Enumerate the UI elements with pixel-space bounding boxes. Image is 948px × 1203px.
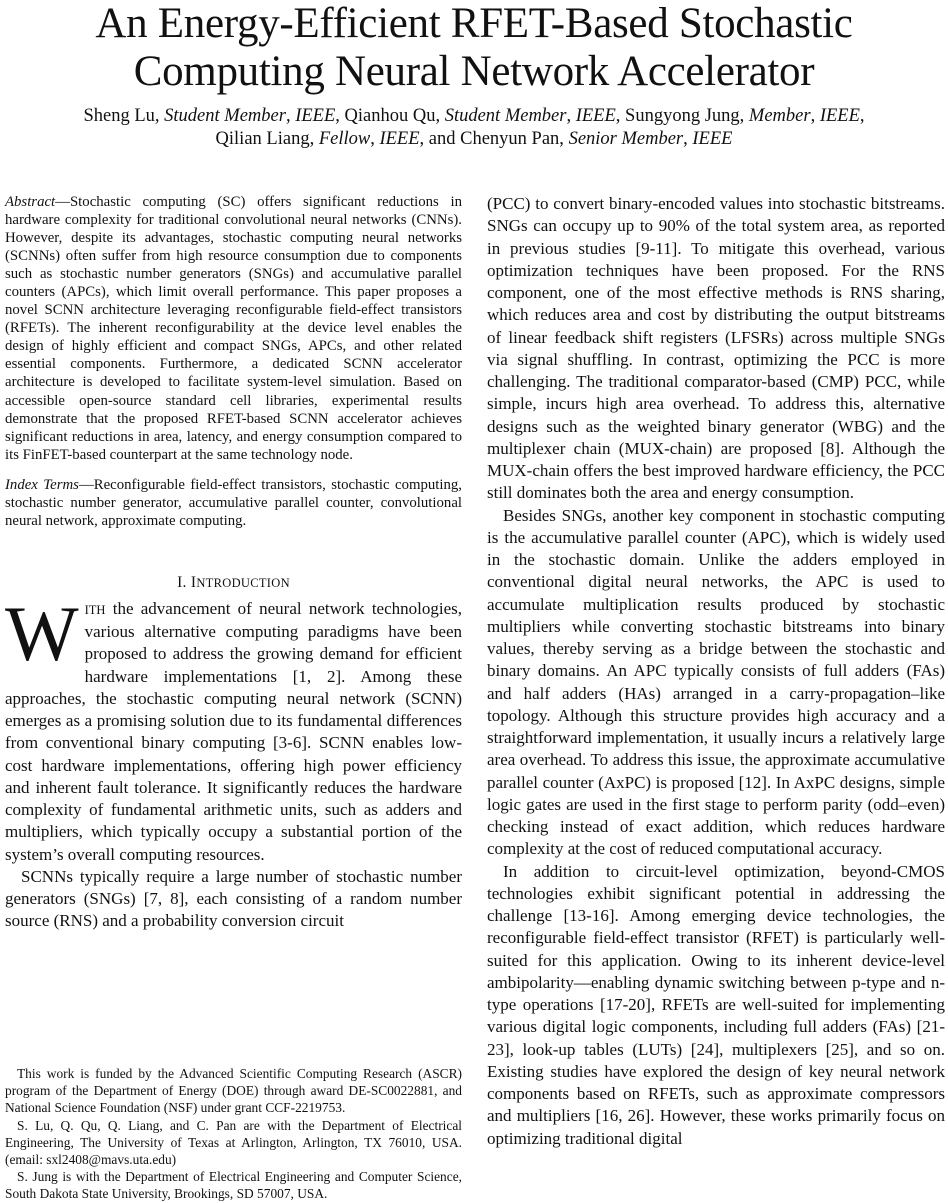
index-terms-label: Index Terms xyxy=(5,476,79,493)
first-word-rest: ITH xyxy=(84,602,106,617)
right-paragraph-1: (PCC) to convert binary-encoded values into stochastic bitstreams. SNGs can occupy up to 90% of the total system area, as reported in previous studies [9-11]. To mitigate this overhead, various optimization techniques have been proposed. For the RNS component, one of the most effective methods is RNS sharing, which reduces area and cost by distributing the output bitstreams of linear feedback shift registers (LFSRs) across multiple SNGs via signal shuffling. In contrast, optimizing the PCC is more challenging. The traditional comparator-based (CMP) PCC, while simple, incurs high area overhead. To address this, alternative designs such as the weighted binary generator (WBG) and the multiplexer chain (MUX-chain) are proposed [8]. Although the MUX-chain offers the best improved hardware efficiency, the PCC still dominates both the area and energy consumption. xyxy=(487,194,945,503)
right-paragraph-2: Besides SNGs, another key component in stochastic computing is the accumulative parallel counter (APC), which is widely used in the stochastic domain. Unlike the adders employed in conventional digital neural networks, the APC is used to accumulate multiplication results produced by stochastic multipliers while converting stochastic bitstreams into binary values, thereby serving as a bridge between the stochastic and binary domains. An APC typically consists of full adders (FAs) and half adders (HAs) arranged in a carry-propagation–like topology. Although this structure provides high accuracy and a straightforward implementation, it usually incurs a relatively large area overhead. To address this issue, the approximate accumulative parallel counter (AxPC) is proposed [12]. In AxPC designs, simple logic gates are used in the first stage to perform parity (odd–even) checking instead of exact addition, which reduces hardware complexity at the cost of reduced computational accuracy. xyxy=(487,505,945,859)
title-line-1: An Energy-Efficient RFET-Based Stochastic xyxy=(95,0,853,47)
abstract-text: —Stochastic computing (SC) offers significant reductions in hardware complexity for traditional convolutional neural networks (CNNs). However, despite its advantages, stochastic computing neural networks (SCNNs) often suffer from high resource consumption due to components such as stochastic number generators (SNGs) and accumulative parallel counters (APCs), which limit overall performance. This paper proposes a novel SCNN architecture leveraging reconfigurable field-effect transistors (RFETs). The inherent reconfigurability at the device level enables the design of highly efficient and compact SNGs, APCs, and other related essential components. Furthermore, a dedicated SCNN accelerator architecture is developed to facilitate system-level simulation. Based on accessible open-source standard cell libraries, experimental results demonstrate that the proposed RFET-based SCNN accelerator achieves significant reductions in area, latency, and energy consumption compared to its FinFET-based counterpart at the same technology node. xyxy=(5,194,462,463)
title-line-2: Computing Neural Network Accelerator xyxy=(133,48,815,95)
author-list xyxy=(0,105,948,151)
author-org: IEEE xyxy=(692,129,733,149)
left-column xyxy=(5,193,462,933)
author-name: Qilian Liang, xyxy=(215,129,319,149)
author-name: Sungyong Jung, xyxy=(625,106,749,126)
index-terms xyxy=(5,476,462,530)
author-org: IEEE xyxy=(575,106,616,126)
author-role: Student Member xyxy=(164,106,286,126)
author-org: IEEE xyxy=(819,106,860,126)
paper-title xyxy=(0,0,948,96)
author-role: Student Member xyxy=(444,106,567,126)
footnote-affiliation-2: S. Jung is with the Department of Electrical Engineering and Computer Science, South Dakota State University, Brookings, SD 57007, USA. xyxy=(5,1169,462,1202)
author-line-2: Qilian Liang, Fellow, IEEE, and Chenyun Pan, Senior Member, IEEE xyxy=(215,129,733,149)
author-org: IEEE xyxy=(379,129,420,149)
author-role: Member xyxy=(748,106,811,126)
footnote-affiliation-1: S. Lu, Q. Qu, Q. Liang, and C. Pan are with the Department of Electrical Engineering, The University of Texas at Arlington, Arlington, TX 76010, USA. (email: sxl2408@mavs.uta.edu) xyxy=(5,1117,462,1168)
footnote-funding: This work is funded by the Advanced Scientific Computing Research (ASCR) program of the Department of Energy (DOE) through award DE-SC0022881, and National Science Foundation (NSF) under grant CCF-2219753. xyxy=(5,1066,462,1116)
intro-paragraph-2: SCNNs typically require a large number of stochastic number generators (SNGs) [7, 8], each consisting of a random number source (RNS) and a probability conversion circuit xyxy=(5,866,462,931)
section-heading: I. INTRODUCTION xyxy=(177,573,290,591)
author-org: IEEE xyxy=(295,106,336,126)
author-line-1: Sheng Lu, Student Member, IEEE, Qianhou Qu, Student Member, IEEE, Sungyong Jung, Member, IEEE, xyxy=(83,106,865,126)
author-role: Senior Member xyxy=(568,129,684,149)
drop-cap: W xyxy=(5,589,79,677)
author-role: Fellow xyxy=(318,129,371,149)
abstract xyxy=(5,193,462,464)
intro-paragraph-1 xyxy=(5,589,462,866)
author-name: Sheng Lu, xyxy=(83,106,165,126)
intro-text: the advancement of neural network technologies, various alternative computing paradigms have been proposed to address the growing demand for efficient hardware implementations [1, 2]. Among these approaches, the stochastic computing neural network (SCNN) emerges as a promising solution due to its fundamental differences from conventional binary computing [3-6]. SCNN enables low-cost hardware implementations, offering high power efficiency and inherent fault tolerance. It significantly reduces the hardware complexity of fundamental arithmetic units, such as adders and multipliers, which typically occupy a substantial portion of the system’s overall computing resources. xyxy=(5,598,462,864)
author-name: Chenyun Pan, xyxy=(460,129,569,149)
abstract-label: Abstract xyxy=(5,194,56,210)
index-terms-text: —Reconfigurable field-effect transistors, stochastic computing, stochastic number generator, accumulative parallel counter, convolutional neural network, approximate computing. xyxy=(5,476,462,529)
right-column xyxy=(487,193,945,1150)
author-name: Qianhou Qu, xyxy=(344,106,445,126)
right-paragraph-3: In addition to circuit-level optimization, beyond-CMOS technologies exhibit significant potential in addressing the challenge [13-16]. Among emerging device technologies, the reconfigurable field-effect transistor (RFET) is particularly well-suited for this application. Owing to its inherent device-level ambipolarity—enabling dynamic switching between p-type and n-type operations [17-20], RFETs are well-suited for implementing various digital logic components, including full adders (FAs) [21-23], look-up tables (LUTs) [24], multiplexers [25], and so on. Existing studies have explored the design of key neural network components based on RFETs, such as approximate compressors and multipliers [16, 26]. However, these works primarily focus on optimizing traditional digital xyxy=(487,861,945,1148)
footnotes xyxy=(5,1065,462,1203)
